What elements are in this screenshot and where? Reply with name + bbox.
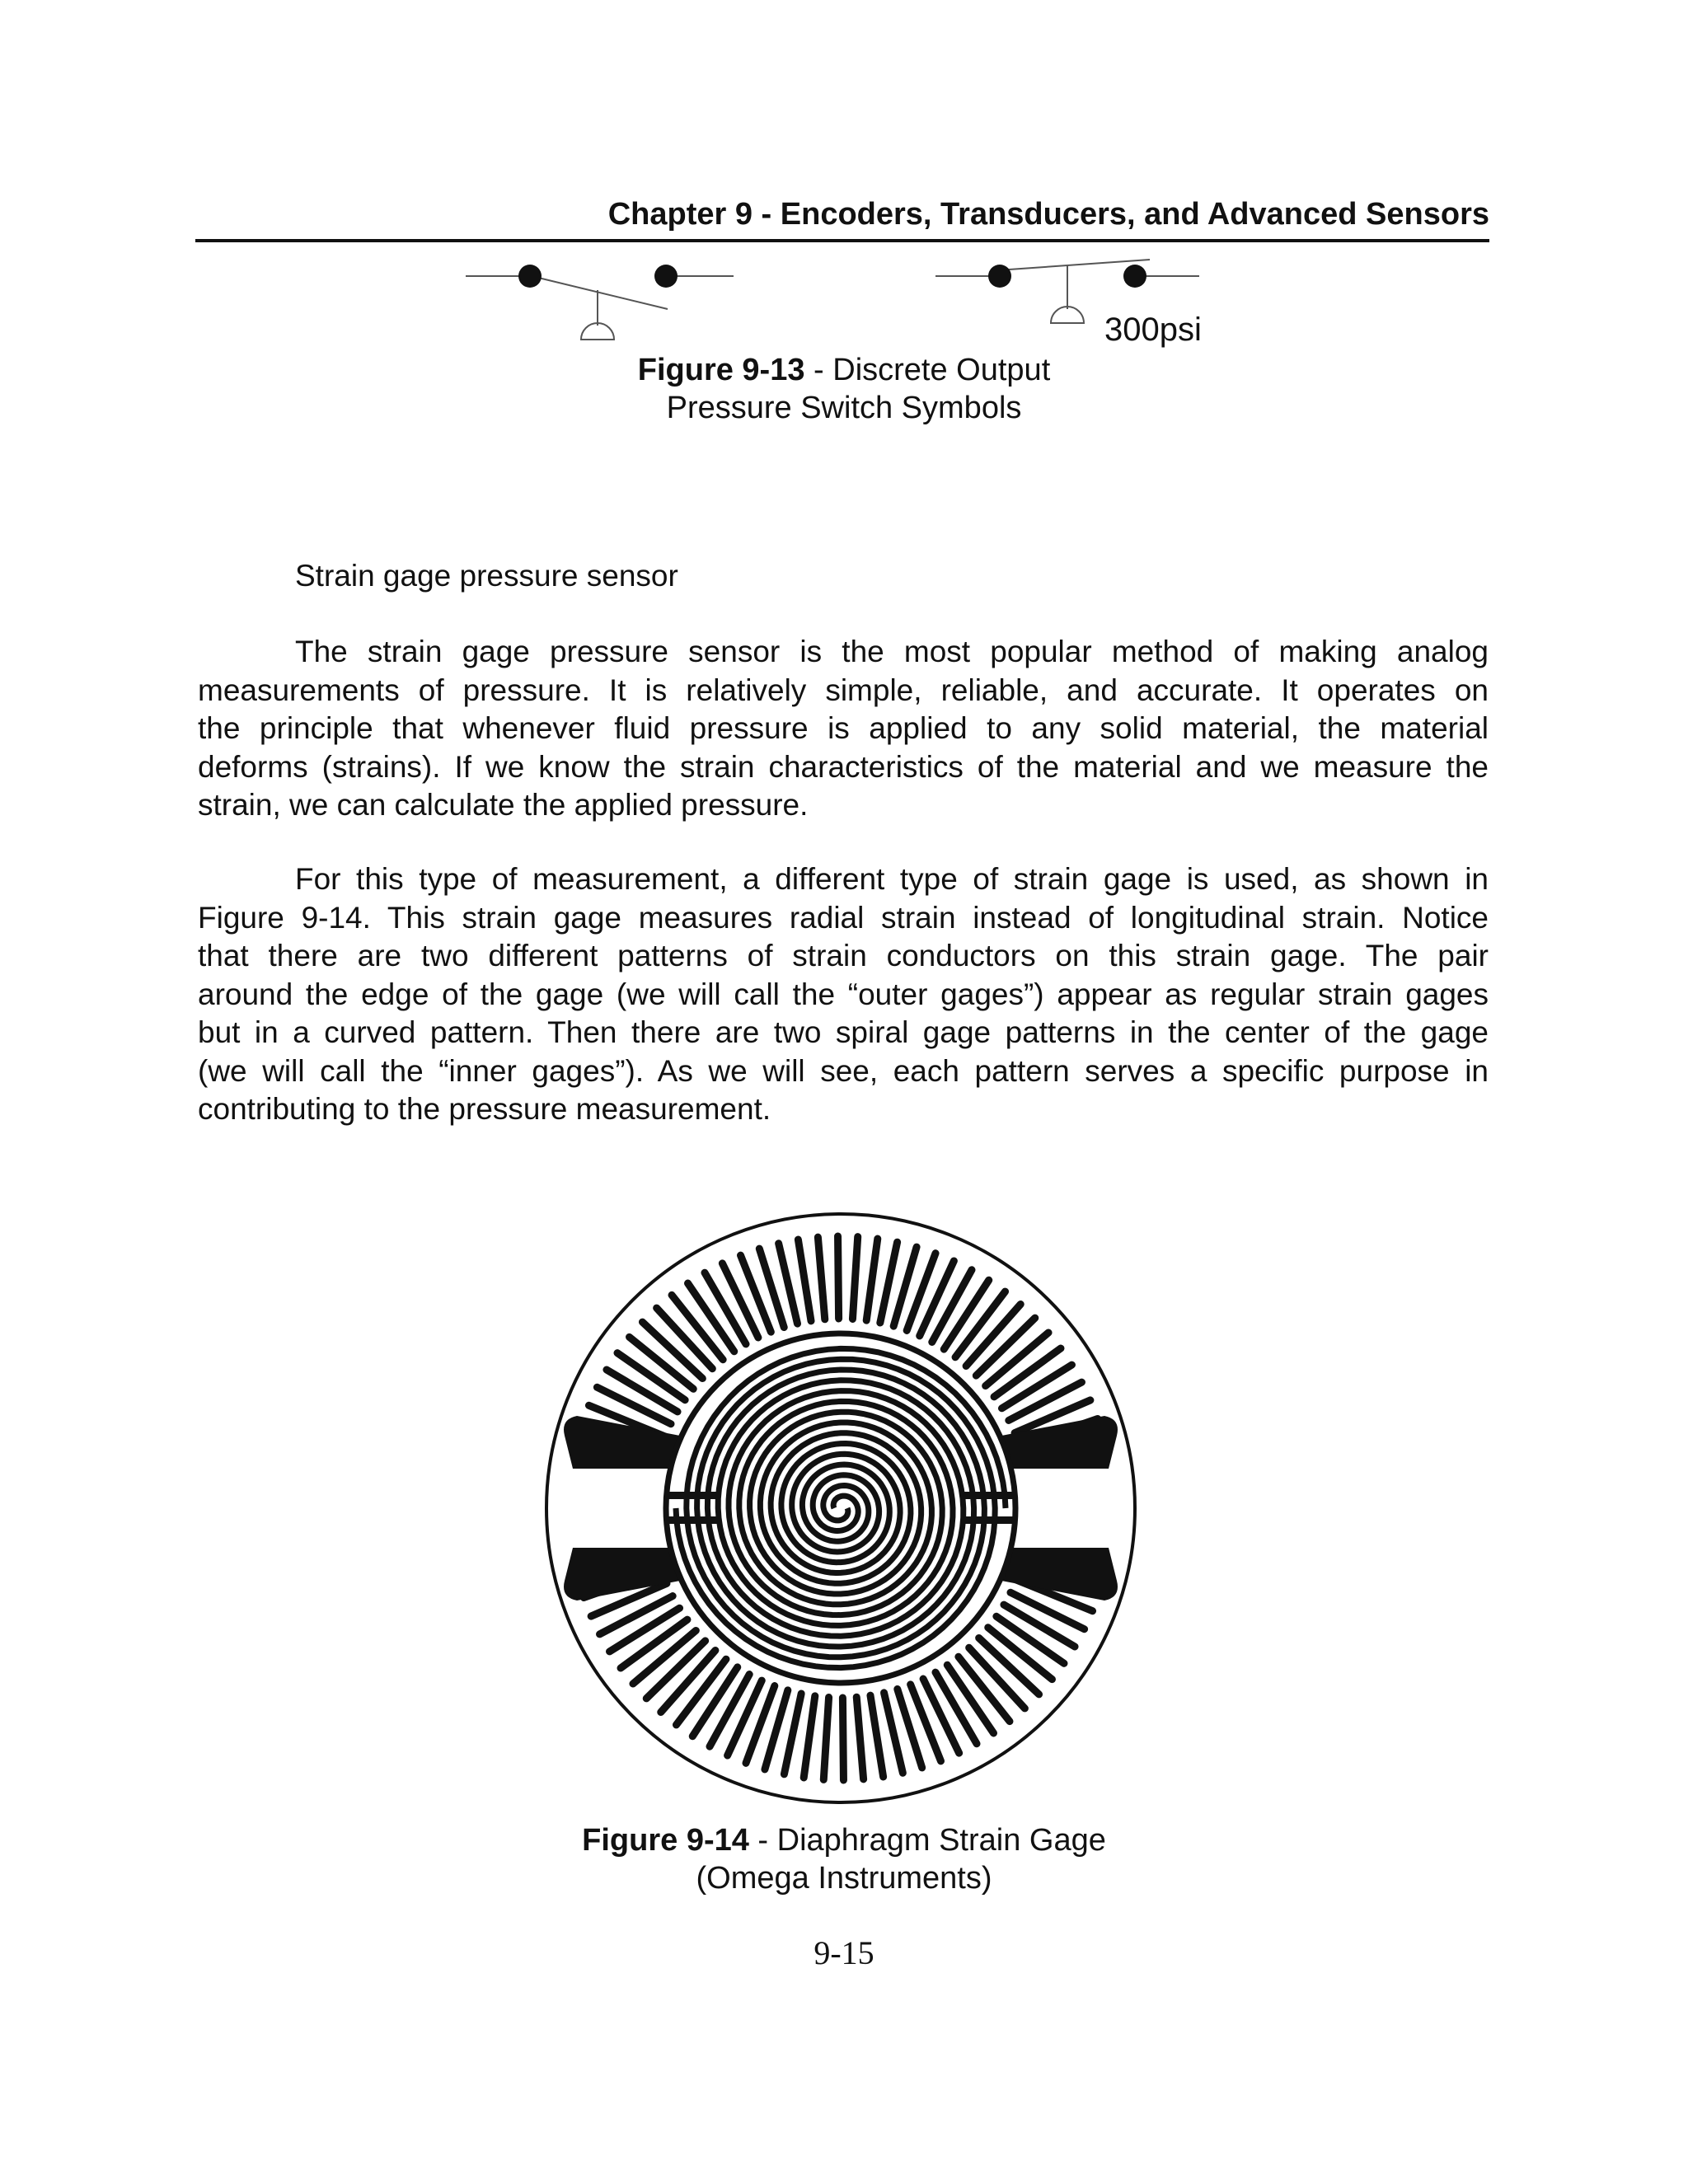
- switch-contact-dot: [1123, 265, 1146, 288]
- outer-gage-conductor: [597, 1387, 671, 1423]
- switch-contact-dot: [654, 265, 678, 288]
- paragraph-2: [198, 860, 1489, 1129]
- outer-gage-conductor: [870, 1695, 884, 1777]
- figure-14-label: Figure 9-14: [582, 1823, 749, 1858]
- paragraph-line: (we will call the “inner gages”). As we will see, each pattern serves a specific purpose in: [198, 1053, 1489, 1088]
- paragraph-line: the principle that whenever fluid pressure is applied to any solid material, the material: [198, 711, 1489, 745]
- pressure-setpoint-label: 300psi: [1104, 312, 1202, 348]
- figure-13-caption-line1: [638, 353, 1051, 387]
- figure-13-title-line2: Pressure Switch Symbols: [666, 391, 1022, 425]
- paragraph-line: but in a curved pattern. Then there are two spiral gage patterns in the center of the gage: [198, 1015, 1489, 1049]
- figure-14-title-line2: (Omega Instruments): [696, 1861, 992, 1896]
- header-rule: [195, 239, 1489, 242]
- solder-tab: [564, 1548, 684, 1601]
- figure-14-title: - Diaphragm Strain Gage: [748, 1823, 1106, 1858]
- normally-open-pressure-switch-symbol: [466, 276, 734, 340]
- outer-gage-conductor: [838, 1236, 839, 1319]
- solder-tab: [997, 1416, 1118, 1469]
- paragraph-line: around the edge of the gage (we will call the “outer gages”) appear as regular strain gages: [198, 977, 1489, 1011]
- outer-gage-conductor: [804, 1696, 815, 1778]
- outer-gage-conductor: [798, 1240, 811, 1321]
- paragraph-line: deforms (strains). If we know the strain characteristics of the material and we measure the: [198, 749, 1489, 784]
- outer-gage-conductor: [852, 1237, 857, 1319]
- paragraph-line: The strain gage pressure sensor is the most popular method of making analog: [295, 635, 1489, 668]
- pressure-switch-symbols: [0, 247, 1688, 346]
- paragraph-line: For this type of measurement, a different type of strain gage is used, as shown in: [295, 862, 1489, 896]
- diaphragm-strain-gage-image: [536, 1203, 1146, 1813]
- section-heading: Strain gage pressure sensor: [295, 559, 678, 593]
- figure-14-caption: [0, 1821, 1688, 1897]
- outer-gage-conductor: [842, 1698, 843, 1780]
- figure-13-caption: [0, 351, 1688, 427]
- paragraph-line: strain, we can calculate the applied pressure.: [198, 788, 809, 822]
- paragraph-line: measurements of pressure. It is relatively simple, reliable, and accurate. It operates on: [198, 673, 1489, 707]
- paragraph-line: contributing to the pressure measurement.: [198, 1092, 771, 1126]
- paragraph-line: Figure 9-14. This strain gage measures radial strain instead of longitudinal strain. Notice: [198, 900, 1489, 935]
- outer-gage-conductor: [818, 1237, 824, 1319]
- outer-gage-conductor: [923, 1679, 959, 1753]
- chapter-header: Chapter 9 - Encoders, Transducers, and Advanced Sensors: [607, 197, 1489, 232]
- outer-gage-conductor: [722, 1263, 758, 1338]
- figure-14-caption-line1: [582, 1823, 1106, 1858]
- outer-gage-conductor: [823, 1698, 828, 1780]
- figure-13-title: - Discrete Output: [804, 353, 1051, 387]
- outer-gage-conductor: [1010, 1592, 1085, 1629]
- paragraph-1: [198, 633, 1489, 825]
- paragraph-line: that there are two different patterns of strain conductors on this strain gage. The pair: [198, 939, 1489, 972]
- figure-13-label: Figure 9-13: [637, 353, 805, 387]
- switch-contact-dot: [988, 265, 1011, 288]
- outer-gage-conductor: [856, 1697, 863, 1779]
- page-number: 9-15: [814, 1934, 874, 1971]
- switch-contact-dot: [518, 265, 542, 288]
- outer-gage-conductor: [866, 1239, 878, 1320]
